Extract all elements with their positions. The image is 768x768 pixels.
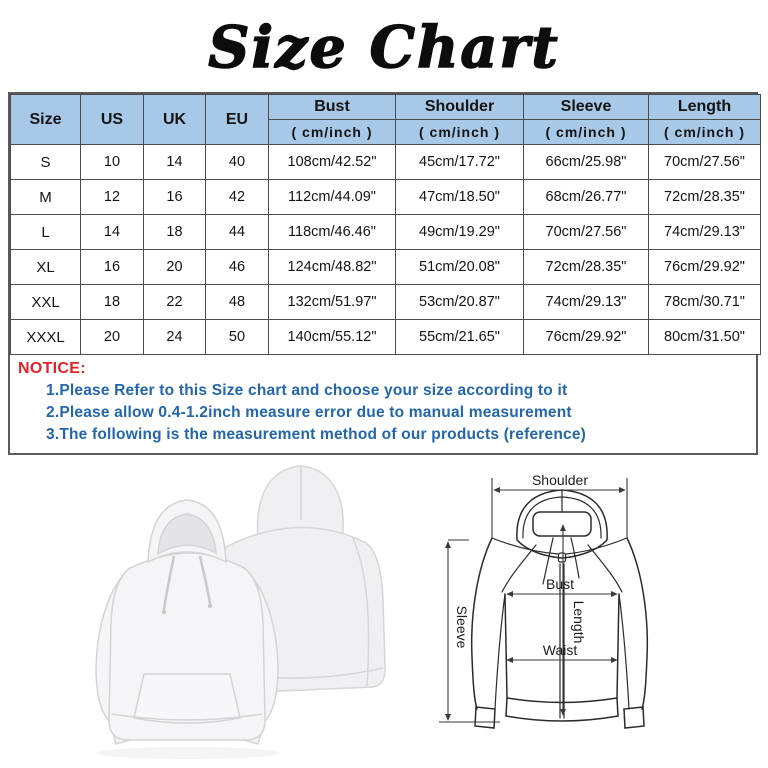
cell-bust: 108cm/42.52": [269, 145, 396, 180]
notice-heading: NOTICE:: [18, 360, 86, 377]
table-row: [11, 215, 761, 250]
cell-uk: 22: [144, 285, 206, 320]
cell-shoulder: 49cm/19.29": [396, 215, 524, 250]
cell-bust: 132cm/51.97": [269, 285, 396, 320]
sleeve-measure-label: Sleeve: [454, 605, 470, 649]
cell-eu: 48: [206, 285, 269, 320]
cell-sleeve: 74cm/29.13": [524, 285, 649, 320]
cell-size: M: [11, 180, 81, 215]
cell-shoulder: 45cm/17.72": [396, 145, 524, 180]
cell-length: 70cm/27.56": [649, 145, 761, 180]
unit-sleeve: ( cm/inch ): [524, 120, 649, 145]
size-table: [10, 94, 761, 355]
cell-sleeve: 70cm/27.56": [524, 215, 649, 250]
cell-bust: 112cm/44.09": [269, 180, 396, 215]
cell-uk: 16: [144, 180, 206, 215]
cell-size: XL: [11, 250, 81, 285]
table-row: [11, 145, 761, 180]
size-chart-box: [8, 92, 758, 455]
cell-sleeve: 76cm/29.92": [524, 320, 649, 355]
measurement-diagram: [436, 452, 768, 768]
page-title: Size Chart: [208, 14, 560, 81]
cell-uk: 14: [144, 145, 206, 180]
table-row: [11, 285, 761, 320]
table-row: [11, 180, 761, 215]
cell-us: 18: [81, 285, 144, 320]
cell-sleeve: 68cm/26.77": [524, 180, 649, 215]
cell-size: XXXL: [11, 320, 81, 355]
hoodie-outline-drawing: [472, 490, 648, 728]
cell-us: 16: [81, 250, 144, 285]
cell-us: 20: [81, 320, 144, 355]
cell-us: 10: [81, 145, 144, 180]
table-header-row: [11, 95, 761, 120]
col-header-sleeve: Sleeve: [524, 95, 649, 120]
col-header-uk: UK: [144, 95, 206, 145]
cell-shoulder: 51cm/20.08": [396, 250, 524, 285]
col-header-eu: EU: [206, 95, 269, 145]
notice-section: [10, 355, 756, 453]
cell-length: 78cm/30.71": [649, 285, 761, 320]
cell-size: S: [11, 145, 81, 180]
cell-eu: 44: [206, 215, 269, 250]
bust-measure-label: Bust: [545, 576, 575, 592]
cell-length: 74cm/29.13": [649, 215, 761, 250]
cell-size: L: [11, 215, 81, 250]
cell-size: XXL: [11, 285, 81, 320]
notice-item-2: 2.Please allow 0.4-1.2inch measure error due to manual measurement: [46, 404, 572, 421]
cell-bust: 118cm/46.46": [269, 215, 396, 250]
cell-shoulder: 53cm/20.87": [396, 285, 524, 320]
shoulder-measure-label: Shoulder: [531, 472, 589, 488]
cell-bust: 124cm/48.82": [269, 250, 396, 285]
cell-us: 14: [81, 215, 144, 250]
unit-bust: ( cm/inch ): [269, 120, 396, 145]
unit-length: ( cm/inch ): [649, 120, 761, 145]
measurement-labels: [454, 472, 588, 658]
cell-length: 76cm/29.92": [649, 250, 761, 285]
cell-bust: 140cm/55.12": [269, 320, 396, 355]
table-row: [11, 250, 761, 285]
cell-eu: 40: [206, 145, 269, 180]
cell-uk: 20: [144, 250, 206, 285]
hoodie-product-photo: [52, 450, 430, 768]
cell-uk: 24: [144, 320, 206, 355]
col-header-length: Length: [649, 95, 761, 120]
cell-eu: 42: [206, 180, 269, 215]
cell-shoulder: 47cm/18.50": [396, 180, 524, 215]
cell-eu: 50: [206, 320, 269, 355]
waist-measure-label: Waist: [542, 642, 578, 658]
col-header-size: Size: [11, 95, 81, 145]
cell-eu: 46: [206, 250, 269, 285]
cell-sleeve: 66cm/25.98": [524, 145, 649, 180]
col-header-us: US: [81, 95, 144, 145]
cell-length: 72cm/28.35": [649, 180, 761, 215]
col-header-bust: Bust: [269, 95, 396, 120]
cell-us: 12: [81, 180, 144, 215]
cell-shoulder: 55cm/21.65": [396, 320, 524, 355]
notice-item-1: 1.Please Refer to this Size chart and choose your size according to it: [46, 382, 568, 399]
notice-item-3: 3.The following is the measurement method of our products (reference): [46, 426, 587, 443]
cell-length: 80cm/31.50": [649, 320, 761, 355]
table-row: [11, 320, 761, 355]
unit-shoulder: ( cm/inch ): [396, 120, 524, 145]
length-measure-label: Length: [571, 600, 587, 644]
measurement-arrows: [439, 478, 627, 722]
cell-uk: 18: [144, 215, 206, 250]
col-header-shoulder: Shoulder: [396, 95, 524, 120]
cell-sleeve: 72cm/28.35": [524, 250, 649, 285]
